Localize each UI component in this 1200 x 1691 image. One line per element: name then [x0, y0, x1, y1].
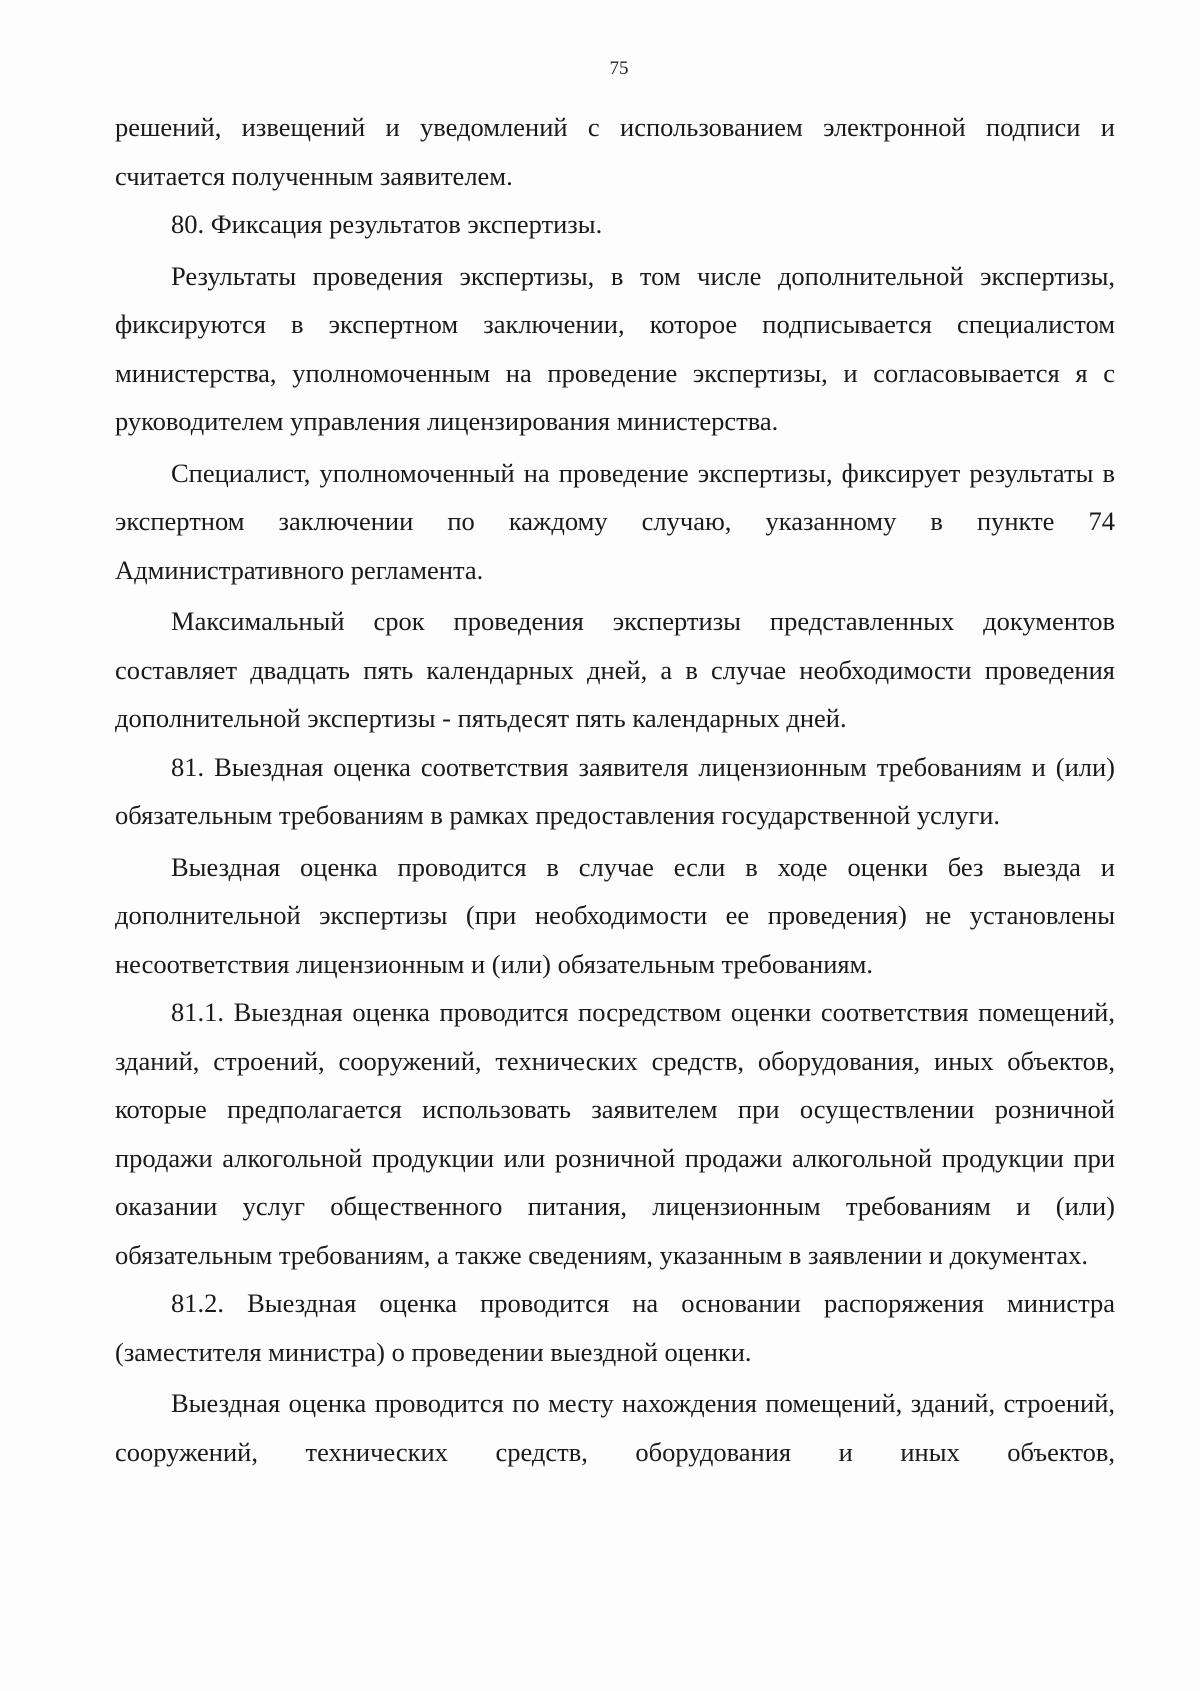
- paragraph-continuation: решений, извещений и уведомлений с использованием электронной подписи и считается полученным заявителем.: [115, 112, 1115, 191]
- paragraph-onsite-location: Выездная оценка проводится по месту нахождения помещений, зданий, строений, сооружений, технических средств, оборудования и иных объектов,: [115, 1388, 1115, 1467]
- document-body: [115, 103, 1115, 1476]
- paragraph-specialist-records: Специалист, уполномоченный на проведение экспертизы, фиксирует результаты в экспертном заключении по каждому случаю, указанному в пункте 74 Административного регламента.: [115, 457, 1115, 585]
- section-heading-80: 80. Фиксация результатов экспертизы.: [171, 209, 603, 239]
- paragraph-onsite-when: Выездная оценка проводится в случае если в ходе оценки без выезда и дополнительной экспертизы (при необходимости ее проведения) не установлены несоответствия лицензионным и (или) обязательным требованиям.: [115, 851, 1115, 979]
- paragraph-results-recorded: Результаты проведения экспертизы, в том числе дополнительной экспертизы, фиксируются в экспертном заключении, которое подписывается специалистом министерства, уполномоченным на проведение экспертизы, и согласовывается я с руководителем управления лицензирования министерства.: [115, 260, 1115, 436]
- page-number: 75: [609, 58, 629, 79]
- section-heading-81: 81. Выездная оценка соответствия заявителя лицензионным требованиям и (или) обязательным требованиям в рамках предоставления государственной услуги.: [115, 751, 1115, 830]
- paragraph-81-1: 81.1. Выездная оценка проводится посредством оценки соответствия помещений, зданий, строений, сооружений, технических средств, оборудования, иных объектов, которые предполагается использовать заявителем при осуществлении розничной продажи алкогольной продукции или розничной продажи алкогольной продукции при оказании услуг общественного питания, лицензионным требованиям и (или) обязательным требованиям, а также сведениям, указанным в заявлении и документах.: [115, 997, 1115, 1270]
- paragraph-maximum-term: Максимальный срок проведения экспертизы представленных документов составляет двадцать пять календарных дней, а в случае необходимости проведения дополнительной экспертизы - пятьдесят пять календарных дней.: [115, 606, 1115, 733]
- paragraph-81-2: 81.2. Выездная оценка проводится на основании распоряжения министра (заместителя министра) о проведении выездной оценки.: [115, 1288, 1115, 1367]
